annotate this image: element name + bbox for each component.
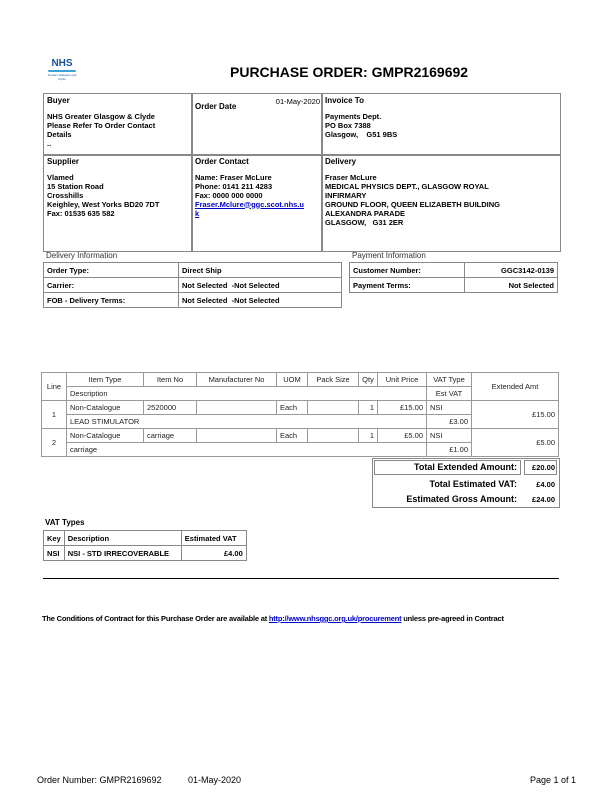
order-contact-section: [191, 154, 323, 252]
table-row: [44, 293, 342, 308]
description: carriage: [67, 443, 427, 457]
key: NSI: [44, 546, 65, 561]
description: LEAD STIMULATOR: [67, 415, 427, 429]
uom: Each: [277, 401, 308, 415]
buyer-label: Buyer: [47, 96, 70, 105]
col-unit-price: Unit Price: [378, 373, 427, 387]
table-row: [350, 263, 558, 278]
logo-text: NHS: [51, 58, 73, 69]
line: Please Refer To Order Contact: [47, 120, 156, 130]
nhs-logo: [46, 58, 78, 81]
footer-page-number: Page 1 of 1: [529, 775, 576, 785]
line-number: 1: [42, 401, 67, 429]
value: GGC3142-0139: [465, 263, 558, 278]
line: GROUND FLOOR, QUEEN ELIZABETH BUILDING: [325, 199, 500, 209]
conditions-before: The Conditions of Contract for this Purchase Order are available at: [42, 614, 269, 623]
line: Vlamed: [47, 172, 74, 182]
line: Crosshills: [47, 190, 84, 200]
payment-info-title: Payment Information: [352, 251, 426, 260]
totals-box: [372, 458, 560, 508]
footer-order-number: Order Number: GMPR2169692: [37, 775, 162, 785]
delivery-info-title: Delivery Information: [46, 251, 118, 260]
total-vat-value: £4.00: [536, 480, 555, 489]
table-row: [44, 278, 342, 293]
conditions-text: [42, 614, 504, 623]
line-number: 2: [42, 429, 67, 457]
line: ..: [47, 138, 52, 148]
col-description: Description: [67, 387, 427, 401]
delivery-label: Delivery: [325, 157, 357, 166]
table-row: [42, 401, 559, 415]
vat-type: NSI: [427, 401, 472, 415]
order-contact-label: Order Contact: [195, 157, 249, 166]
col-item-type: Item Type: [67, 373, 144, 387]
divider: [43, 578, 559, 579]
col-manufacturer-no: Manufacturer No: [197, 373, 277, 387]
line: Fax: 01535 635 582: [47, 208, 115, 218]
item-type: Non-Catalogue: [67, 401, 144, 415]
extended-amt: £5.00: [472, 429, 559, 457]
line: MEDICAL PHYSICS DEPT., GLASGOW ROYAL INFIRMARY: [325, 181, 489, 200]
buyer-section: [43, 93, 193, 156]
payment-info-table: [349, 262, 558, 293]
supplier-section: [43, 154, 193, 252]
total-extended-label: Total Extended Amount:: [414, 462, 517, 472]
line: Fax: 0000 000 0000: [195, 190, 263, 200]
item-no: 2520000: [144, 401, 197, 415]
est-vat: £1.00: [427, 443, 472, 457]
col-vat-type: VAT Type: [427, 373, 472, 387]
page-title: PURCHASE ORDER: GMPR2169692: [230, 64, 469, 80]
col-description: Description: [64, 531, 181, 546]
line-items-table: [41, 372, 559, 457]
line: Phone: 0141 211 4283: [195, 181, 273, 191]
est-vat: £3.00: [427, 415, 472, 429]
vat-type: NSI: [427, 429, 472, 443]
line: Name: Fraser McLure: [195, 172, 272, 182]
description: NSI - STD IRRECOVERABLE: [64, 546, 181, 561]
line: Keighley, West Yorks BD20 7DT: [47, 199, 160, 209]
line: Glasgow, G51 9BS: [325, 129, 398, 139]
line: ALEXANDRA PARADE: [325, 208, 406, 218]
gross-amount-value: £24.00: [532, 495, 555, 504]
delivery-section: [321, 154, 561, 252]
col-pack-size: Pack Size: [308, 373, 359, 387]
delivery-info-table: [43, 262, 342, 308]
col-key: Key: [44, 531, 65, 546]
line: Details: [47, 129, 72, 139]
line: 15 Station Road: [47, 181, 104, 191]
item-type: Non-Catalogue: [67, 429, 144, 443]
total-extended-value: £20.00: [532, 463, 555, 472]
col-estimated-vat: Estimated VAT: [181, 531, 246, 546]
gross-amount-label: Estimated Gross Amount:: [406, 494, 517, 504]
line: Fraser McLure: [325, 172, 377, 182]
pack-size: [308, 401, 359, 415]
table-row: [42, 429, 559, 443]
value: Not Selected: [465, 278, 558, 293]
order-date-label: Order Date: [195, 102, 237, 111]
item-no: carriage: [144, 429, 197, 443]
header-row: [44, 531, 247, 546]
header-row: [42, 373, 559, 387]
order-date-section: [191, 93, 323, 156]
col-est-vat: Est VAT: [427, 387, 472, 401]
total-vat-label: Total Estimated VAT:: [429, 479, 517, 489]
estimated-vat: £4.00: [181, 546, 246, 561]
col-extended-amt: Extended Amt: [472, 373, 559, 401]
buyer-address: [47, 112, 189, 148]
value: Not Selected -Not Selected: [179, 293, 342, 308]
vat-types-title: VAT Types: [45, 518, 85, 527]
line: Payments Dept.: [325, 111, 382, 121]
footer-date: 01-May-2020: [188, 775, 242, 785]
conditions-after: unless pre-agreed in Contract: [401, 614, 504, 623]
qty: 1: [359, 401, 378, 415]
extended-amt: £15.00: [472, 401, 559, 429]
order-date-value: 01-May-2020: [275, 97, 320, 106]
value: Not Selected -Not Selected: [179, 278, 342, 293]
logo-subtext: Greater Glasgow and Clyde: [47, 73, 77, 81]
supplier-label: Supplier: [47, 157, 80, 166]
table-row: [44, 546, 247, 561]
unit-price: £15.00: [378, 401, 427, 415]
line: GLASGOW, G31 2ER: [325, 217, 404, 227]
label: Payment Terms:: [350, 278, 465, 293]
vat-types-table: [43, 530, 247, 561]
table-row: [44, 263, 342, 278]
table-row: [350, 278, 558, 293]
contact-email-link[interactable]: Fraser.Mclure@ggc.scot.nhs.uk: [195, 199, 305, 218]
col-uom: UOM: [277, 373, 308, 387]
procurement-link[interactable]: http://www.nhsggc.org.uk/procurement: [268, 614, 402, 623]
pack-size: [308, 429, 359, 443]
col-line: Line: [42, 373, 67, 401]
invoice-to-label: Invoice To: [325, 96, 364, 105]
line: PO Box 7388: [325, 120, 371, 130]
qty: 1: [359, 429, 378, 443]
invoice-to-section: [321, 93, 561, 156]
col-qty: Qty: [359, 373, 378, 387]
value: Direct Ship: [179, 263, 342, 278]
line: NHS Greater Glasgow & Clyde: [47, 111, 155, 121]
uom: Each: [277, 429, 308, 443]
label: FOB - Delivery Terms:: [44, 293, 179, 308]
label: Order Type:: [44, 263, 179, 278]
manufacturer-no: [197, 429, 277, 443]
label: Customer Number:: [350, 263, 465, 278]
unit-price: £5.00: [378, 429, 427, 443]
manufacturer-no: [197, 401, 277, 415]
label: Carrier:: [44, 278, 179, 293]
col-item-no: Item No: [144, 373, 197, 387]
